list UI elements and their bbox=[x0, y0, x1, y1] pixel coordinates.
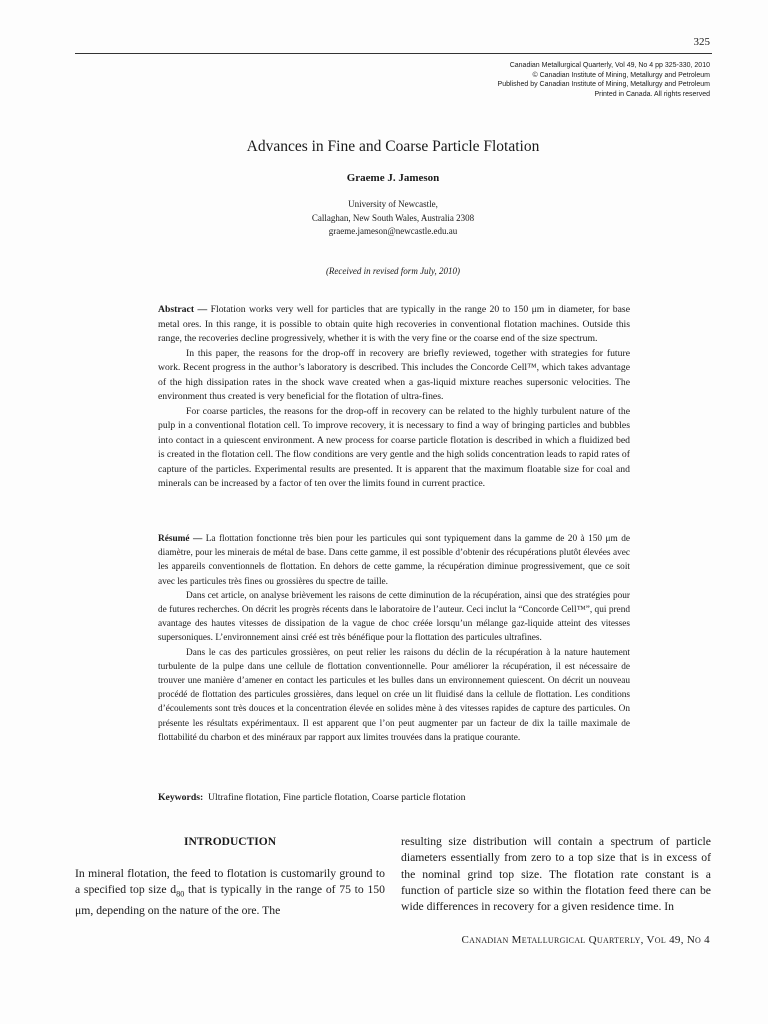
author-name: Graeme J. Jameson bbox=[346, 172, 440, 184]
intro-subscript: 80 bbox=[176, 889, 185, 899]
publisher-line: Published by Canadian Institute of Mining, Metallurgy and Petroleum bbox=[497, 81, 710, 88]
printed-line: Printed in Canada. All rights reserved bbox=[594, 90, 710, 98]
introduction-left-column bbox=[75, 866, 385, 919]
intro-text-b: that is typically in the range of 75 to 150 μm, depending on the nature of the ore. The bbox=[75, 883, 385, 917]
page-number: 325 bbox=[693, 36, 710, 48]
introduction-heading: INTRODUCTION bbox=[183, 836, 276, 848]
affiliation-email: graeme.jameson@newcastle.edu.au bbox=[328, 226, 458, 236]
resume-paragraph-1 bbox=[158, 532, 630, 589]
abstract-paragraph-3: For coarse particles, the reasons for the drop-off in recovery can be related to the highly turbulent nature of the pulp in a conventional flotation cell. To improve recovery, it is necessary to find a way of bringing particles and bubbles into contact in a quiescent environment. A new process for coarse particle flotation is described in which a fluidized bed is created in the flotation cell. The flow conditions are very gentle and the high solids concentration leads to rapid rates of capture of the particles. Experimental results are presented. It is apparent that the maximum floatable size for coal and minerals can be increased by a factor of ten over the limits found in current practice. bbox=[158, 405, 630, 489]
affiliation bbox=[0, 198, 768, 239]
affiliation-address: Callaghan, New South Wales, Australia 2308 bbox=[311, 212, 475, 223]
header-rule bbox=[75, 53, 712, 54]
resume-paragraph-3: Dans le cas des particules grossières, on peut relier les raisons du déclin de la récupération à la nature hautement turbulente de la pulpe dans une cellule de flottation conventionnelle. Pour améliorer la récupération, il est nécessaire de trouver une manière d’amener en contact les particules et les bulles dans un environnement quiescent. On décrit un nouveau procédé de flottation des particules grossières, dans lequel on crée un lit fluidisé dans la cellule de flottation. Les conditions d’écoulements sont très douces et la concentration élevée en solides mène à des vitesses rapides de capture des particules. On présente les résultats expérimentaux. Il est apparent que l’on peut augmenter par un facteur de dix la taille maximale de flottabilité du charbon et des minéraux par rapport aux limites trouvées dans la pratique courante. bbox=[158, 647, 630, 743]
affiliation-university: University of Newcastle, bbox=[348, 199, 438, 209]
paper-title: Advances in Fine and Coarse Particle Flotation bbox=[246, 138, 540, 155]
abstract-text-1: Flotation works very well for particles that are typically in the range 20 to 150 μm in diameter, for base metal ores. In this range, it is possible to obtain quite high recoveries in conventional flotation machines. Outside this range, the recoveries decline progressively, whether it is with the very fine or the coarse end of the size spectrum. bbox=[158, 304, 630, 344]
intro-text-a: In mineral flotation, the feed to flotation is customarily ground to a specified top size d bbox=[75, 867, 385, 897]
keywords bbox=[158, 792, 466, 803]
copyright-line: © Canadian Institute of Mining, Metallurgy and Petroleum bbox=[532, 71, 710, 79]
abstract bbox=[158, 303, 630, 492]
resume bbox=[158, 532, 630, 745]
abstract-label: Abstract — bbox=[158, 304, 208, 315]
journal-citation: Canadian Metallurgical Quarterly, Vol 49, No 4 pp 325-330, 2010 bbox=[509, 62, 710, 69]
introduction-right-column: resulting size distribution will contain a spectrum of particle diameters essentially from zero to a top size that is in excess of the nominal grind top size. The flotation rate constant is a function of particle size so within the flotation feed there can be wide differences in recovery for a given residence time. In bbox=[401, 835, 711, 914]
resume-paragraph-2: Dans cet article, on analyse brièvement les raisons de cette diminution de la récupération, ainsi que des stratégies pour de futures recherches. On décrit les progrès récents dans le laboratoire de l’auteur. Ceci inclut la “Concorde Cell™”, qui prend avantage des hautes vitesses de dissipation de la vague de choc créée lorsqu’un mélange gaz-liquide atteint des vitesses supersoniques. L’environnement ainsi créé est très bénéfique pour la flottation des particules ultrafines. bbox=[158, 590, 630, 644]
resume-label: Résumé — bbox=[158, 534, 203, 544]
received-date: (Received in revised form July, 2010) bbox=[325, 266, 461, 276]
abstract-paragraph-2: In this paper, the reasons for the drop-off in recovery are briefly reviewed, together with strategies for future work. Recent progress in the author’s laboratory is described. This includes the Concorde Cell™, which takes advantage of the high dissipation rates in the shock wave created when a gas-liquid mixture reaches supersonic velocities. The environment thus created is very beneficial for the flotation of ultra-fines. bbox=[158, 347, 630, 402]
keywords-label: Keywords: bbox=[158, 792, 204, 803]
keywords-text: Ultrafine flotation, Fine particle flotation, Coarse particle flotation bbox=[208, 792, 466, 803]
journal-footer: Canadian Metallurgical Quarterly, Vol 49, No 4 bbox=[461, 934, 710, 946]
publication-info bbox=[498, 61, 710, 99]
abstract-paragraph-1 bbox=[158, 303, 630, 347]
resume-text-1: La flottation fonctionne très bien pour les particules qui sont typiquement dans la gamme de 20 à 150 μm de diamètre, pour les minerais de métal de base. Dans cette gamme, il est possible d’obtenir des récupérations plutôt élevées avec les appareils conventionnels de flottation. En dehors de cette gamme, la récupération diminue progressivement, que ce soit avec les particules très fines ou grossières du spectre de taille. bbox=[158, 534, 630, 587]
